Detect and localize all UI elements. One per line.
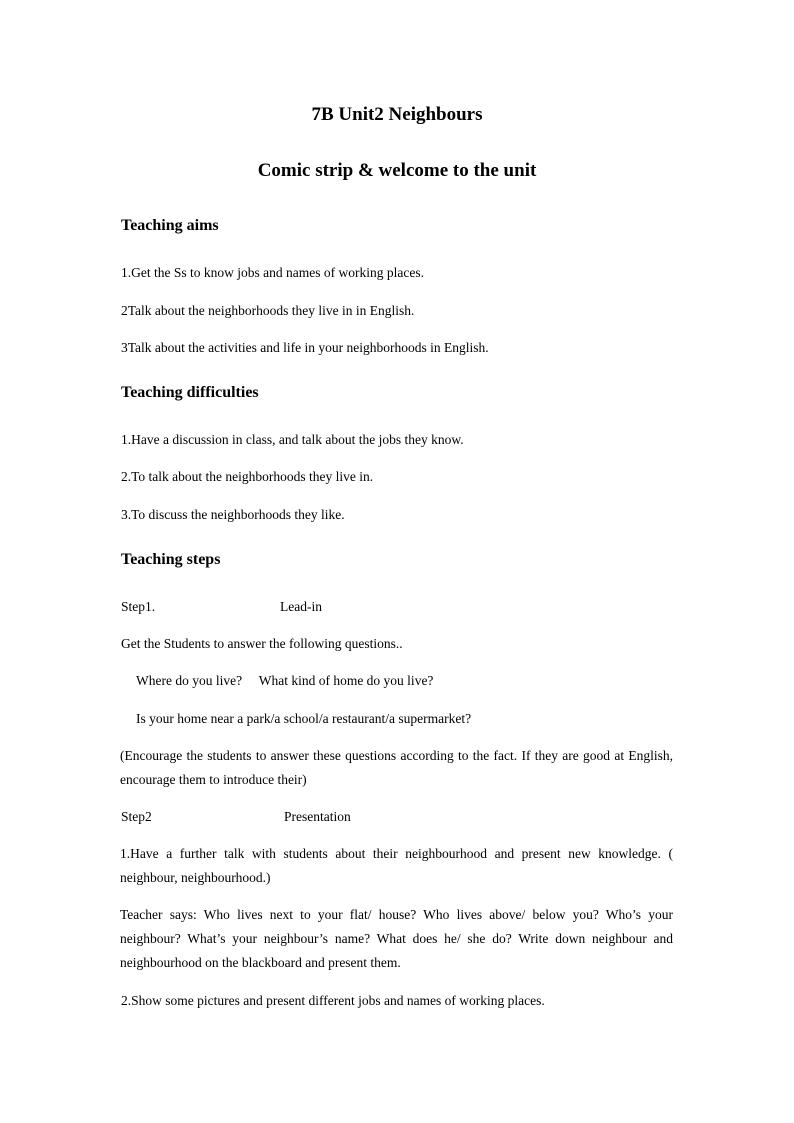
step1-label: Step1. [121,599,156,614]
step1-intro: Get the Students to answer the following questions.. [121,636,403,651]
step2-label: Step2 [121,809,152,824]
step2-paragraph: 2.Show some pictures and present different jobs and names of working places. [121,993,545,1008]
document-title: 7B Unit2 Neighbours [311,104,483,125]
difficulty-item: 3.To discuss the neighborhoods they like. [121,507,345,522]
aim-item: 1.Get the Ss to know jobs and names of working places. [121,265,424,280]
step1-name: Lead-in [280,599,322,614]
teaching-aims-heading: Teaching aims [121,217,219,234]
difficulty-item: 1.Have a discussion in class, and talk about the jobs they know. [121,432,464,447]
step1-question: Where do you live? What kind of home do you live? [136,673,434,688]
step2-paragraph: Teacher says: Who lives next to your flat/ house? Who lives above/ below you? Who’s your neighbour? What’s your neighbour’s name? What does he/ she do? Write down neighbour and neighbourhood on the blackboard and present them. [120,907,673,970]
teaching-difficulties-heading: Teaching difficulties [121,384,259,401]
step2-name: Presentation [284,809,351,824]
aim-item: 2Talk about the neighborhoods they live in in English. [121,303,415,318]
document-subtitle: Comic strip & welcome to the unit [257,160,537,181]
teaching-steps-heading: Teaching steps [121,551,221,568]
step2-paragraph: 1.Have a further talk with students about their neighbourhood and present new knowledge. ( neighbour, neighbourhood.) [120,846,673,885]
step1-question: Is your home near a park/a school/a restaurant/a supermarket? [136,711,472,726]
aim-item: 3Talk about the activities and life in your neighborhoods in English. [121,340,489,355]
step1-note: (Encourage the students to answer these questions according to the fact. If they are good at English, encourage them to introduce their) [120,748,673,787]
difficulty-item: 2.To talk about the neighborhoods they live in. [121,469,374,484]
